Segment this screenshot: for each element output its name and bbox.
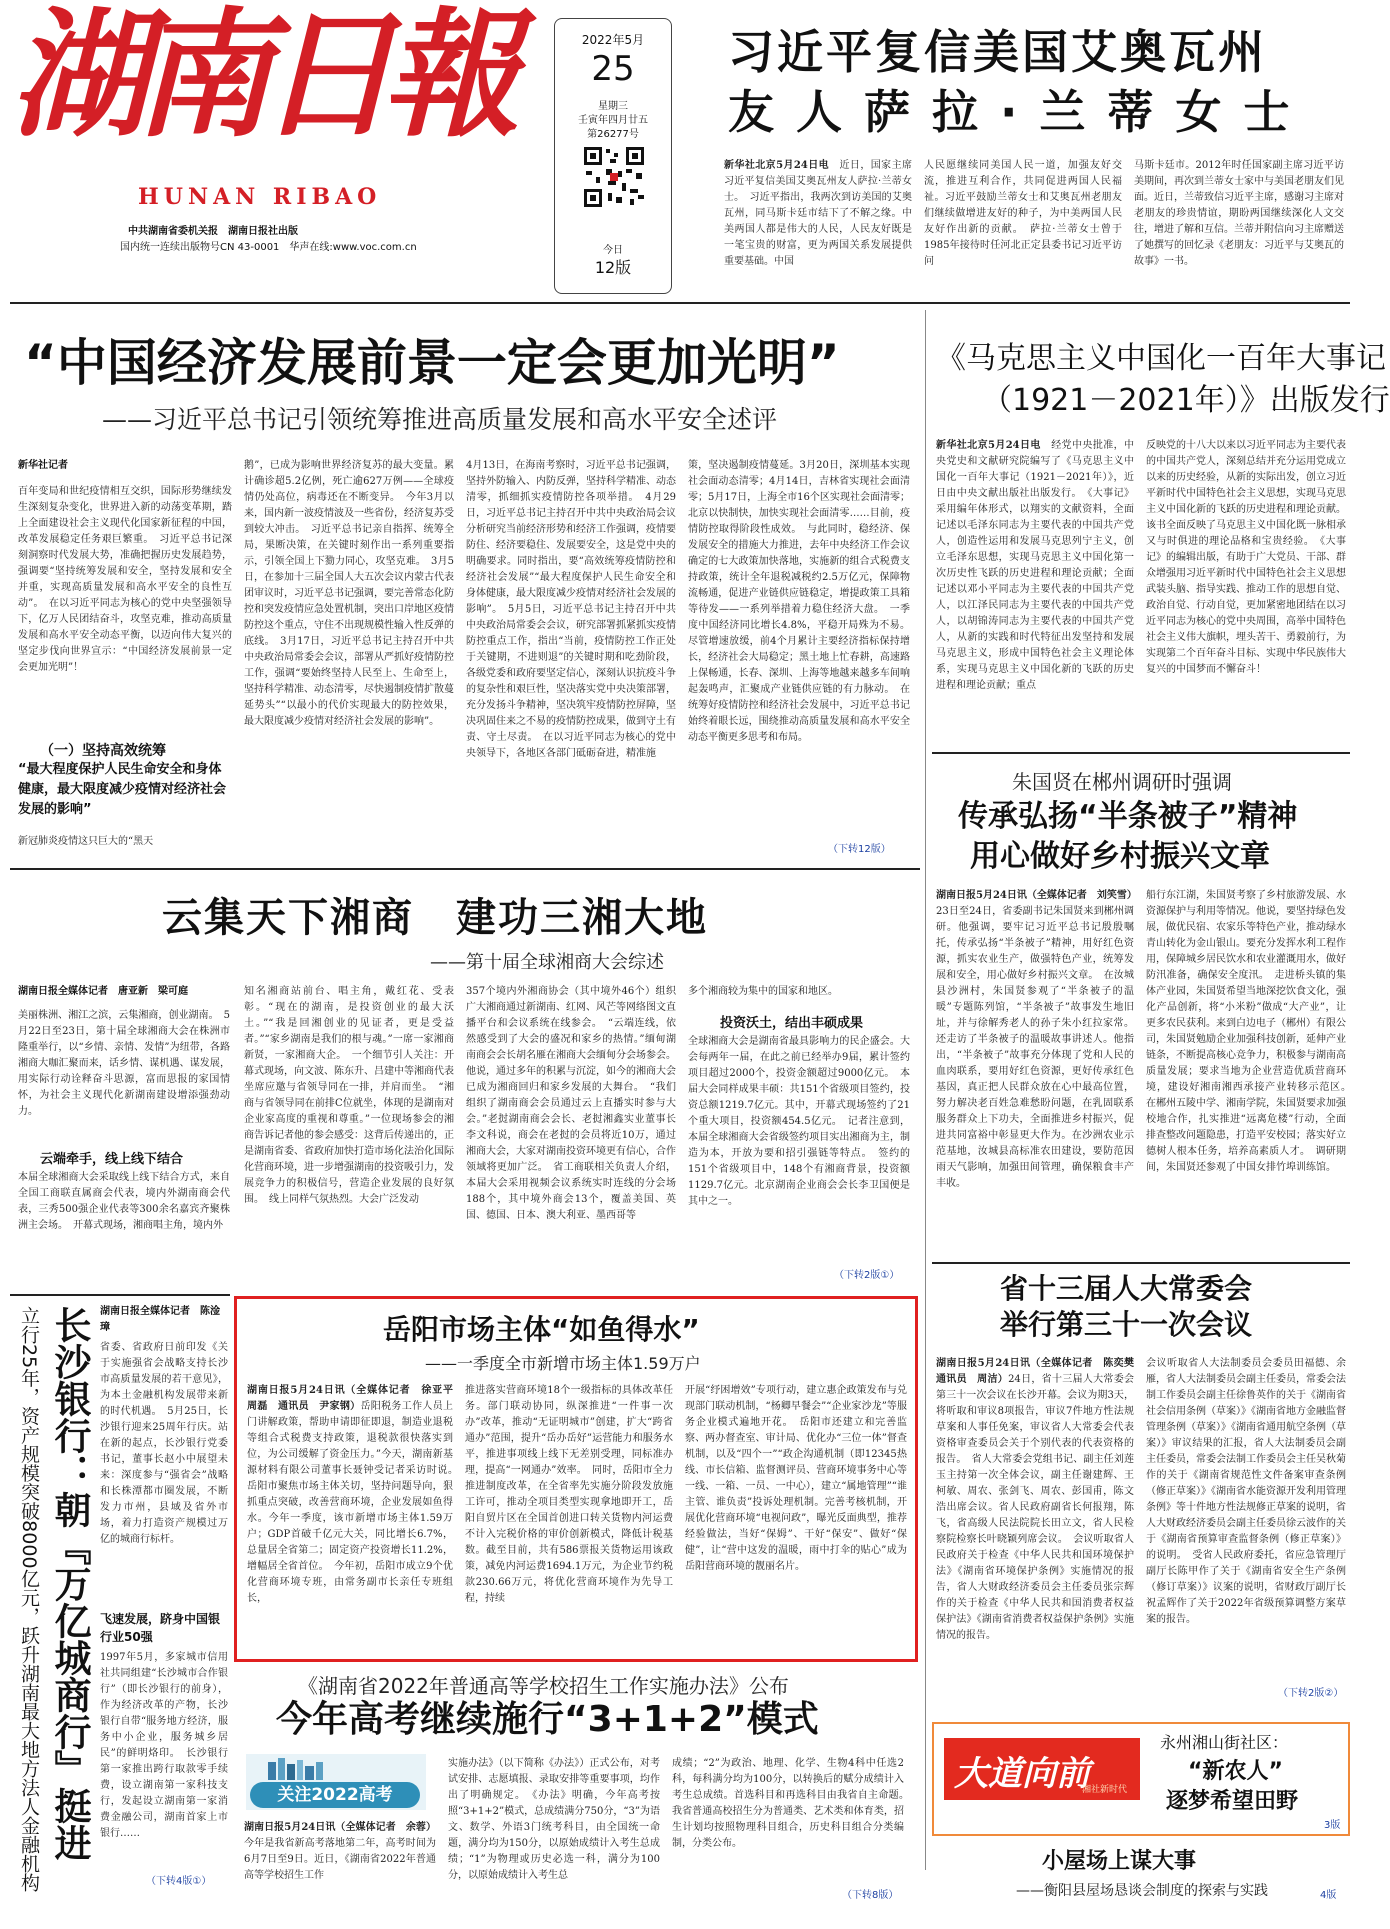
- xiangshang-col2: 知名湘商站前台、唱主角，戴红花、受表彰。“现在的湖南，是投资创业的最大沃土。”“我是回湘创业的见证者，更是受益者。”“家乡湖南是我们的根与魂。”一席一家湘商新贤，一家湘商大企。 一个细节引人关注：开幕式现场，向文波、陈东升、吕建中等湘商代表坐席应邀与省领导同在一排，并肩而坐。 “湘商与省领导同在前排C位就坐，体现的是湖南对企业家高度的重视和尊重。”一位现场参会的湘商告诉记者他的参会感受：这背后传递出的，正是湖南省委、省政府加快打造市场化法治化国际化营商环境，进一步增强湖南的投资吸引力，发展竞争力的积极信号，营造企业发展的良好氛围。 线上同样气氛热烈。大会广泛发动: [244, 986, 454, 1205]
- changsha-bank-continued-link[interactable]: （下转4版①）: [146, 1876, 212, 1887]
- xiangshang-byline: 湖南日报全媒体记者 唐亚新 梁可庭: [18, 986, 188, 997]
- masthead-pinyin: HUNAN RIBAO: [138, 184, 382, 210]
- yueyang-story[interactable]: [234, 1296, 918, 1662]
- changsha-bank-col2: 1997年5月，多家城市信用社共同组建“长沙城市合作银行”（即长沙银行的前身），作为经济改革的产物，长沙银行自带“服务地方经济，服务中小企业，服务城乡居民”的鲜明烙印。 长沙银行第一家推出跨行取款零手续费，设立湖南第一家科技支行，发起设立湖南第一家消费金融公司，湖南首家上市银行……: [100, 1652, 228, 1839]
- top-story[interactable]: [716, 6, 1350, 302]
- lead-story-title: “中国经济发展前景一定会更加光明”: [24, 334, 840, 392]
- zhu-title-line1: 传承弘扬“半条被子”精神: [958, 799, 1298, 834]
- yueyang-title: 岳阳市场主体“如鱼得水”: [383, 1313, 700, 1346]
- masthead: [10, 0, 507, 253]
- changsha-bank-story[interactable]: [10, 1298, 230, 1898]
- lead-story-subquote: “最大程度保护人民生命安全和身体健康，最大限度减少疫情对经济社会发展的影响”: [18, 762, 227, 817]
- feature-ad-title-line1: “新农人”: [1188, 1759, 1283, 1784]
- gaokao-col3: 成绩；“2”为政治、地理、化学、生物4科中任选2科，每科满分均为100分，以转换后的赋分成绩计入考生总成绩。首选科目和再选科目由我省自主命题。 我省普通高校招生分为普通类、艺术类和体育类，招生计划均按照物理科目组合，历史科目组合分类编制，分类公布。: [672, 1758, 914, 1849]
- feature-ad-page-link[interactable]: 3版: [1324, 1820, 1341, 1831]
- changsha-bank-col1: 省委、省政府日前印发《关于实施强省会战略支持长沙市高质量发展的若干意见》，为本土金融机构发展带来新的时代机遇。 5月25日，长沙银行迎来25周年行庆。站在新的起点，长沙银行党委书记，董事长赵小中展望未来：深度参与“强省会”战略和长株潭都市圈发展，不断发力市州，县域及省外市场，着力打造资产规模过万亿的城商行标杆。: [100, 1342, 228, 1545]
- lead-story-col2: 鹅”，已成为影响世界经济复苏的最大变量。累计确诊超5.2亿例，死亡逾627万例——全球疫情仍处高位，病毒还在不断变异。 今年3月以来，国内新一波疫情波及一些省份，经济复苏受到较大冲击。 习近平总书记亲自指挥、统筹全局，果断决策，在关键时刻作出一系列重要指示，引领全国上下勠力同心，攻坚克难。 3月5日，在参加十三届全国人大五次会议内蒙古代表团审议时，习近平总书记强调，要完善常态化防控和突发疫情应急处置机制，突出口岸地区疫情防控这个重点，守住不出现规模性输入性反弹的底线。 3月17日，习近平总书记主持召开中共中央政治局常委会会议，部署从严抓好疫情防控工作，强调“要始终坚持人民至上、生命至上，坚持科学精准、动态清零，尽快遏制疫情扩散蔓延势头”“以最小的代价实现最大的防控效果，最大限度减少疫情对经济社会发展的影响”。: [244, 460, 454, 727]
- date-weekday: 星期三: [598, 101, 628, 112]
- marxism-dateline: 新华社北京5月24日电: [936, 440, 1041, 451]
- top-story-col1: 新华社北京5月24日电 近日，国家主席习近平复信美国艾奥瓦州友人萨拉·兰蒂女士。 习近平指出，我两次到访美国的艾奥瓦州，同马斯卡廷市结下了不解之缘。中美两国人都是伟大的人民，人民友好既是一笔宝贵的财富，更为两国关系发展提供重要基础。中国: [724, 160, 913, 267]
- lead-story[interactable]: [10, 306, 918, 866]
- gaokao-col2: 实施办法》（以下简称《办法》）正式公布，对考试安排、志愿填报、录取安排等重要事项，均作出了明确规定。 《办法》明确，今年高考按照“3+1+2”模式，总成绩满分750分，“3”为语文、数学、外语3门统考科目，由全国统一命题，满分均为150分，以原始成绩计入考生总成绩；“1”为物理或历史必选一科，满分为100分，以原始成绩计入考生总: [448, 1758, 660, 1881]
- top-story-col2: 人民愿继续同美国人民一道，加强友好交流，推进互利合作，共同促进两国人民福祉。习近平鼓励兰蒂女士和艾奥瓦州老朋友们继续做增进友好的种子，为中美两国人民友好作出新的贡献。 萨拉·兰蒂女士曾于1985年接待时任河北正定县委书记习近平访问: [924, 160, 1122, 267]
- changsha-bank-kicker: 立行25年，资产规模突破8000亿元，跃升湖南最大地方法人金融机构: [18, 1306, 40, 1892]
- top-story-col3: 马斯卡廷市。2012年时任国家副主席习近平访美期间，再次到兰蒂女士家中与美国老朋友们见面。近日，兰蒂致信习近平主席，感谢习主席对老朋友的珍贵情谊，期盼两国继续深化人文交往，增进了解和互信。兰蒂并附信向习主席赠送了她撰写的回忆录《老朋友：习近平与艾奥瓦的故事》一书。: [1134, 160, 1344, 267]
- today-pages: 12版: [594, 258, 632, 277]
- lead-story-subtitle: ——习近平总书记引领统筹推进高质量发展和高水平安全述评: [102, 405, 778, 434]
- divider: [10, 302, 1350, 304]
- date-issue: 第26277号: [587, 129, 639, 140]
- npc-title-line2: 举行第三十一次会议: [1000, 1308, 1253, 1341]
- gaokao-story[interactable]: [234, 1664, 918, 1904]
- divider: [932, 752, 1350, 754]
- bottom-feature-title: 小屋场上谋大事: [1042, 1849, 1197, 1874]
- xiangshang-subhead2: 投资沃土，结出丰硕成果: [720, 1016, 864, 1031]
- lead-story-col3: 4月13日，在海南考察时，习近平总书记强调，坚持外防输入、内防反弹，坚持科学精准、动态清零，抓细抓实疫情防控各项举措。 4月29日，习近平总书记主持召开中共中央政治局会议分析研究当前经济形势和经济工作强调，疫情要防住、经济要稳住、发展要安全，这是党中央的明确要求。同时指出，要“高效统筹疫情防控和经济社会发展”“最大程度保护人民生命安全和身体健康，最大限度减少疫情对经济社会发展的影响”。 5月5日，习近平总书记主持召开中共中央政治局常委会会议，研究部署抓紧抓实疫情防控重点工作，指出“当前，疫情防控工作正处于关键期，不进则退”的关键时期和吃劲阶段，各级党委和政府要坚定信心，深刻认识抗疫斗争的复杂性和艰巨性，坚决落实党中央决策部署，充分发扬斗争精神，坚决筑牢疫情防控屏障，坚决巩固住来之不易的疫情防控成果，做到守土有责、守土尽责。 在以习近平同志为核心的党中央领导下，各地区各部门砥砺奋进，精准施: [466, 460, 676, 759]
- lead-story-col1b: 新冠肺炎疫情这只巨大的“黑天: [18, 836, 154, 847]
- zhu-kicker: 朱国贤在郴州调研时强调: [1012, 770, 1232, 794]
- gaokao-badge-label: 关注2022高考: [250, 1782, 420, 1808]
- xiangshang-subhead1: 云端牵手，线上线下结合: [40, 1152, 184, 1167]
- yueyang-col1: 湖南日报5月24日讯（全媒体记者 徐亚平 周磊 通讯员 尹家钢）岳阳税务工作人员上门讲解政策，帮助申请即征即退，制造业退税等组合式税费支持政策，退税款很快落实到位，为公司缓解了资金压力。”今天，湖南新基源材料有限公司董事长聂钟受记者采访时说。 岳阳市聚焦市场主体关切，坚持问题导向，狠抓重点突破，改善营商环境，企业发展如鱼得水。今年一季度，该市新增市场主体1.59万户；GDP首破千亿元大关，同比增长6.7%，总量居全省第二；固定资产投资增长11.2%，增幅居全省首位。 今年初，岳阳市成立9个优化营商环境专班，由常务副市长亲任专班组长，: [247, 1385, 463, 1604]
- divider: [10, 1294, 230, 1296]
- xiangshang-col1b: 本届全球湘商大会采取线上线下结合方式，来自全国工商联直属商会代表，境内外湖南商会代表，三秀500强企业代表等300余名嘉宾齐聚株洲主会场。 开幕式现场，湘商唱主角，境内外: [18, 1172, 230, 1231]
- marxism-col2: 反映党的十八大以来以习近平同志为主要代表的中国共产党人，深刻总结并充分运用党成立以来的历史经验，从新的实际出发，创立习近平新时代中国特色社会主义思想，实现马克思主义中国化新的飞跃的历史进程和理论贡献。该书全面反映了马克思主义中国化既一脉相承又与时俱进的理论品格和宝贵经验。 《大事记》的编辑出版，有助于广大党员、干部、群众增强用习近平新时代中国特色社会主义思想武装头脑、指导实践、推动工作的思想自觉、政治自觉、行动自觉，更加紧密地团结在以习近平同志为核心的党中央周围，高举中国特色社会主义伟大旗帜，埋头苦干、勇毅前行，为实现第二个百年奋斗目标、实现中华民族伟大复兴的中国梦而不懈奋斗！: [1146, 440, 1346, 675]
- yueyang-col2: 推进落实营商环境18个一级指标的具体改革任务。部门联动协同，纵深推进“一件事一次办”改革，推动“无证明城市”创建，扩大“跨省通办”范围，提升“岳办岳好”运营能力和服务水平，推进事项线上线下无差别受理，同标准办理，提高“一网通办”效率。 同时，岳阳市全力推进制度改革，在全省率先实施分阶段发放施工许可，推动全项目类型实现拿地即开工，岳阳自贸片区在全国首创进口转关货物内河运费不计入完税价格的审价创新模式，降低计税基数。截至目前，共有586票报关货物运用该政策，减免内河运费1694.1万元，为企业节约税款230.66万元，将优化营商环境作为先导工程，持续: [465, 1385, 673, 1604]
- feature-banner[interactable]: [932, 1722, 1350, 1836]
- gaokao-kicker: 《湖南省2022年普通高等学校招生工作实施办法》公布: [298, 1674, 789, 1698]
- xiangshang-continued-link[interactable]: （下转2版①）: [834, 1270, 900, 1281]
- bottom-feature-page-link[interactable]: 4版: [1320, 1890, 1337, 1901]
- today-label: 今日: [603, 245, 623, 256]
- gaokao-col1: 湖南日报5月24日讯（全媒体记者 余蓉）今年是我省新高考落地第二年，高考时间为6月7日至9日。近日，《湖南省2022年普通高等学校招生工作: [244, 1822, 436, 1881]
- zhu-col1: 湖南日报5月24日讯（全媒体记者 刘笑雪）23日至24日，省委副书记朱国贤来到郴州调研。他强调，要牢记习近平总书记殷殷嘱托，传承弘扬“半条被子”精神，用好红色资源，抓实农业生产，做强特色产业，统筹发展和安全，用心做好乡村振兴文章。 在汝城县沙洲村，朱国贤参观了“半条被子的温暖”专题陈列馆，“半条被子”故事发生地旧址，并与徐解秀老人的孙子朱小红拉家常。还走访了半条被子的温暖故事讲述人。他指出，“半条被子”故事充分体现了党和人民的血肉联系，要用好红色资源，更好传承红色基因，真正把人民群众放在心中最高位置，努力解决老百姓急难愁盼问题，在乳固联系服务群众上下功夫，全面推进乡村振兴，促进共同富裕中彰显更大作为。在沙洲农业示范基地，汝城县高标准农田建设，要防范因雨天气影响，加强田间管理，确保粮食丰产丰收。: [936, 890, 1137, 1189]
- bottom-feature[interactable]: [932, 1840, 1350, 1908]
- marxism-title-line1: 《马克思主义中国化一百年大事记: [936, 341, 1386, 376]
- feature-banner-red: [944, 1738, 1140, 1800]
- date-box: [554, 18, 672, 294]
- feature-ad-kicker: 永州湘山街社区：: [1160, 1733, 1289, 1752]
- zhu-guoxian-story[interactable]: [932, 756, 1356, 1256]
- column-divider: [925, 310, 926, 1870]
- npc-col1: 湖南日报5月24日讯（全媒体记者 陈奕樊 通讯员 周洁）24日，省十三届人大常委会第三十一次会议在长沙开幕。会议为期3天，将听取和审议8项报告，审议7件地方性法规草案和人事任免案，审议省人大常委会代表资格审查委员会关于个别代表的代表资格的报告。 省人大常委会党组书记、副主任刘莲玉主持第一次全体会议，副主任谢建辉、王柯敏、周农、张剑飞、周农、彭国甫，陈文浩出席会议。省人民政府副省长何报翔，陈飞，省高级人民法院院长田立文，省人民检察院检察长叶晓颖列席会议。 会议听取省人民政府关于检查《中华人民共和国环境保护法》《湖南省环境保护条例》实施情况的报告，省人大财政经济委员会主任委员张宗辉作的关于检查《中华人民共和国消费者权益保护法》《湖南省消费者权益保护条例》实施情况的报告。: [936, 1358, 1144, 1641]
- npc-byline: 湖南日报5月24日讯（全媒体记者 陈奕樊 通讯员 周洁）: [936, 1358, 1144, 1385]
- bottom-feature-subtitle: ——衡阳县屋场恳谈会制度的探索与实践: [1016, 1883, 1268, 1899]
- gaokao-byline: 湖南日报5月24日讯（全媒体记者 余蓉）: [244, 1822, 436, 1833]
- gaokao-badge: [246, 1754, 426, 1810]
- masthead-cn-line: 国内统一连续出版物号CN 43-0001 华声在线:www.voc.com.cn: [120, 242, 417, 253]
- npc-session-story[interactable]: [932, 1264, 1350, 1720]
- marxism-chronicle-story[interactable]: [932, 306, 1390, 746]
- xiangshang-subtitle: ——第十届全球湘商大会综述: [430, 952, 664, 973]
- zhu-title-line2: 用心做好乡村振兴文章: [970, 839, 1270, 874]
- feature-ad-title-line2: 逐梦希望田野: [1166, 1789, 1299, 1814]
- gaokao-continued-link[interactable]: （下转8版）: [842, 1890, 899, 1901]
- date-year-month: 2022年5月: [581, 33, 645, 47]
- date-day: 25: [591, 49, 635, 89]
- yueyang-byline: 湖南日报5月24日讯（全媒体记者 徐亚平 周磊 通讯员 尹家钢）: [247, 1385, 463, 1412]
- changsha-bank-title: 长沙银行：朝『万亿城商行』挺进: [48, 1306, 91, 1861]
- xiangshang-title: 云集天下湘商 建功三湘大地: [162, 895, 708, 941]
- yueyang-col3: 开展“纾困增效”专项行动，建立惠企政策发布与兑现部门联动机制，“杨卿早餐会”“企业家沙龙”等服务企业模式遍地开花。 岳阳市还建立和完善监察、两办督查室、审计局、优化办“三位一体”督查机制，以及“四个一”“政企沟通机制（即12345热线、市长信箱、监督测评员、营商环境事务中心等一线、一箱、一员、一中心），建立“属地管理”“谁主管、谁负责”投诉处理机制。完善考核机制，开展优化营商环境“电视问政”，曝光反面典型，推荐经验做法，当好“保姆”、干好“保安”、做好“保健”，让“营中这发的温暖，雨中打伞的贴心”成为岳阳营商环境的靓丽名片。: [685, 1385, 907, 1572]
- xiangshang-col4b: 全球湘商大会是湖南省最具影响力的民企盛会。大会每两年一届，在此之前已经举办9届，累计签约项目超过2000个，投资金额超过9000亿元。 本届大会同样成果丰硕：共151个省级项目签约，投资总额1219.7亿元。其中，开幕式现场签约了21个重大项目，投资额454.5亿元。 记者注意到，本届全球湘商大会省级签约项目实出湘商为主，制造为本，开放为要和招引强链等特点。 签约的151个省级项目中，148个有湘商背景，投资额1129.7亿元。北京湖南企业商会会长李卫国便是其中之一。: [688, 1036, 910, 1207]
- masthead-logo: 湖南日報: [10, 0, 507, 156]
- xiangshang-col4a: 多个湘商较为集中的国家和地区。: [688, 986, 838, 997]
- xiangshang-col1a: 美丽株洲、湘江之滨，云集湘商，创业湖南。 5月22日至23日，第十届全球湘商大会在株洲市隆重举行，以“乡情、亲情、发情”为纽带，各路湘商大咖汇聚而来，话乡情、谋机遇、谋发展，用实际行动诠释奋斗思源，富而思报的家国情怀，为社会主义现代化新湖南建设增添强劲动力。: [18, 1010, 230, 1117]
- lead-story-continued-link[interactable]: （下转12版）: [828, 844, 891, 855]
- npc-continued-link[interactable]: （下转2版②）: [1278, 1688, 1344, 1699]
- marxism-title-line2: （1921－2021年）》出版发行: [982, 383, 1390, 418]
- changsha-bank-byline: 湖南日报全媒体记者 陈淦璋: [100, 1306, 220, 1333]
- lead-story-col1a: 百年变局和世纪疫情相互交织，国际形势继续发生深刻复杂变化，世界进入新的动荡变革期，踏上全面建设社会主义现代化国家新征程的中国，改革发展稳定任务艰巨繁重。 习近平总书记深刻洞察时代发展大势，准确把握历史发展趋势，强调要“坚持统筹发展和安全，坚持发展和安全并重，实现高质量发展和高水平安全的良性互动”。 在以习近平同志为核心的党中央坚强领导下，亿万人民团结奋斗，攻坚克难，推动高质量发展和高水平安全动态平衡，以迈向伟大复兴的坚定步伐向世界宣示：“中国经济发展前景一定会更加光明”！: [18, 486, 232, 673]
- yueyang-subtitle: ——一季度全市新增市场主体1.59万户: [425, 1354, 701, 1373]
- zhu-byline: 湖南日报5月24日讯（全媒体记者 刘笑雪）: [936, 890, 1137, 901]
- changsha-bank-subhead: 飞速发展，跻身中国银行业50强: [100, 1612, 221, 1644]
- xiangshang-col3: 357个境内外湘商协会（其中境外46个）组织广大湘商通过新湖南、红网、风芒等网络图文直播平台和会议系统在线参会。 “云端连线，依然感受到了大会的盛况和家乡的热情。”缅甸湖南商会会长胡名雁在湘商大会缅甸分会场参会。他说，通过多年的积累与沉淀，如今的湘商大会已成为湘商回归和家乡发展的大舞台。 “我们组织了湖南商会会员通过云上直播实时参与大会。”老挝湖南商会会长、老挝湘鑫实业董事长李文科说，商会在老挝的会员将近10万，通过湘商大会，大家对湖南投资环境更有信心，合作领域将更加广泛。 省工商联相关负责人介绍，本届大会采用视频会议系统实时连线的分会场188个，其中境外商会13个，覆盖美国、英国、德国、日本、澳大利亚、墨西哥等: [466, 986, 676, 1221]
- feature-banner-title: 大道向前: [954, 1754, 1090, 1794]
- divider: [10, 868, 920, 870]
- npc-title-line1: 省十三届人大常委会: [1000, 1272, 1253, 1305]
- gaokao-title: 今年高考继续施行“3+1+2”模式: [276, 1699, 819, 1740]
- books-icon: [266, 1756, 326, 1780]
- marxism-col1: 新华社北京5月24日电 经党中央批准，中央党史和文献研究院编写了《马克思主义中国化一百年大事记（1921－2021年）》，近日由中央文献出版社出版发行。 《大事记》采用编年体形式，以翔实的文献资料，全面记述以毛泽东同志为主要代表的中国共产党人，创造性运用和发展马克思列宁主义，创立毛泽东思想，实现马克思主义中国化第一次历史性飞跃的历史进程和理论贡献；全面记述以邓小平同志为主要代表的中国共产党人，以江泽民同志为主要代表的中国共产党人，以胡锦涛同志为主要代表的中国共产党人，从新的实践和时代特征出发坚持和发展马克思主义，形成中国特色社会主义理论体系，实现马克思主义中国化新的飞跃的历史进程和理论贡献；重点: [936, 440, 1135, 691]
- npc-col2: 会议听取省人大法制委员会委员田福德、余雁，省人大法制委员会副主任委员，常委会法制工作委员会副主任徐鲁英作的关于《湖南省社会信用条例（草案）》《湖南省地方金融监督管理条例（草案）》《湖南省通用航空条例（草案）》审议结果的汇报，省人大法制委员会副主任委员，常委会法制工作委员会主任吴秋菊作的关于《湖南省规范性文件备案审查条例（修正草案）》《湖南省水能资源开发利用管理条例》等十件地方性法规修正草案的说明，省人大财政经济委员会副主任委员徐云波作的关于《湖南省预算审查监督条例（修正草案）》的说明。 受省人民政府委托，省应急管理厅副厅长陈甲作了关于《湖南省安全生产条例（修订草案）》议案的说明，省财政厅副厅长祝孟辉作了关于2022年省级预算调整方案草案的报告。: [1146, 1358, 1346, 1625]
- zhu-col2: 船行东江湖，朱国贤考察了乡村旅游发展、水资源保护与利用等情况。他说，要坚持绿色发展，做优民宿、农家乐等特色产业，推动绿水青山转化为金山银山。要充分发挥水利工程作用，保障城乡居民饮水和农业灌溉用水，做好防汛准备，确保安全度汛。 走进桥头镇的集体产业园，朱国贤希望当地深挖饮食文化，强化产品创新，将“小米粉”做成“大产业”，让更多农民获利。来到白边电子（郴州）有限公司，朱国贤勉励企业加强科技创新，延伸产业链条，不断提高核心竞争力，积极参与湖南高质量发展；要求当地为企业营造优质营商环境，建设好湘南湘西承接产业转移示范区。 在郴州五陵中学、湘南学院，朱国贤要求加强校地合作，扎实推进“远离危楼”行动，全面排查整改问题隐患，打造平安校园；落实好立德树人根本任务，培养高素质人才。 调研期间，朱国贤还参观了中国女排竹埠训练馆。: [1146, 890, 1356, 1173]
- lead-story-subhead: （一）坚持高效统筹: [40, 743, 166, 759]
- date-lunar: 壬寅年四月廿五: [578, 115, 648, 126]
- top-story-dateline: 新华社北京5月24日电: [724, 160, 830, 171]
- masthead-org-line: 中共湖南省委机关报 湖南日报社出版: [128, 226, 298, 237]
- feature-banner-tag: 湘社新时代: [1082, 1785, 1128, 1795]
- qr-code-icon[interactable]: [582, 145, 646, 209]
- top-story-title-line1: 习近平复信美国艾奥瓦州: [728, 25, 1267, 79]
- xiangshang-story[interactable]: [10, 872, 918, 1292]
- lead-story-col4: 策，坚决遏制疫情蔓延。3月20日，深圳基本实现社会面动态清零；4月14日，吉林省实现社会面清零；5月17日，上海全市16个区实现社会面清零；北京以快制快，加快实现社会面清零……目前，疫情防控取得阶段性成效。 与此同时，稳经济、保发展安全的措施大力推进，去年中央经济工作会议确定的七大政策加快落地，实施新的组合式税费支持政策，统计全年退税减税约2.5万亿元，保障物流畅通，促进产业链供应链稳定，增提政策工具箱等待发——一系列举措着力稳住经济大盘。 一季度中国经济同比增长4.8%，平稳开局殊为不易。尽管增速放缓，前4个月累计主要经济指标保持增长，经济社会大局稳定；黑土地上忙春耕，高速路上保畅通，长春、深圳、上海等地越来越多车间响起轰鸣声，汇聚成产业链供应链的有力脉动。 在统筹好疫情防控和经济社会发展中，习近平总书记始终着眼长远，围绕推动高质量发展和高水平安全动态平衡更多思考和布局。: [688, 460, 910, 743]
- lead-story-byline: 新华社记者: [18, 460, 68, 471]
- top-story-title-line2: 友人萨拉·兰蒂女士: [728, 85, 1312, 139]
